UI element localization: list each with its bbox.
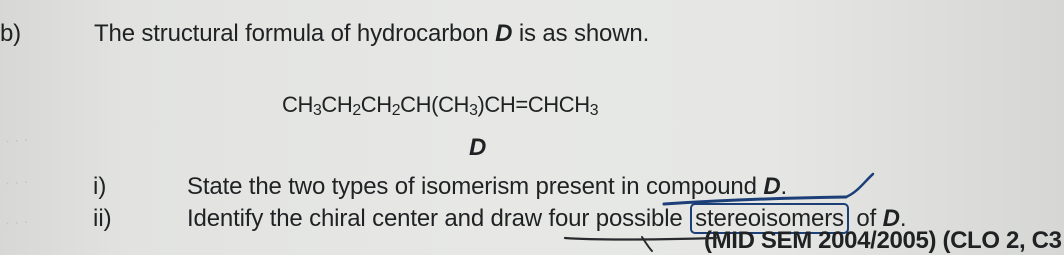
question-intro <box>94 20 649 48</box>
pen-underline-reference <box>565 238 716 240</box>
structural-formula <box>282 92 598 118</box>
formula-segment-1: CH <box>282 92 313 117</box>
formula-segment-4: CH(CH <box>400 92 470 117</box>
bleed-through-text-2: · · · <box>4 173 29 192</box>
formula-segment-2: CH <box>321 92 353 117</box>
formula-subscript-4: 3 <box>469 101 478 119</box>
item-1-after: . <box>780 173 788 200</box>
item-2-before: Identify the chiral center and draw four possible <box>187 205 690 232</box>
formula-compound-label: D <box>469 134 487 161</box>
formula-subscript-3: 2 <box>391 101 401 119</box>
formula-subscript-5: 3 <box>589 101 599 119</box>
formula-segment-5: )CH=CHCH <box>477 92 590 117</box>
pen-line-to-box <box>846 174 873 197</box>
question-intro-before: The structural formula of hydrocarbon <box>94 20 496 47</box>
item-text-1 <box>187 173 787 201</box>
bleed-through-text-3: · · · <box>4 213 29 232</box>
pen-tick-mark <box>642 237 652 251</box>
formula-subscript-1: 3 <box>312 101 322 119</box>
item-2-after: . <box>899 205 907 232</box>
question-intro-after: is as shown. <box>512 20 650 47</box>
part-label: b) <box>0 20 21 47</box>
stereoisomers-boxed-word: stereoisomers <box>690 203 849 234</box>
compound-name: D <box>495 20 513 47</box>
formula-subscript-2: 2 <box>352 101 361 119</box>
item-1-compound: D <box>763 173 781 200</box>
item-number-1: i) <box>93 173 107 200</box>
item-2-of: of <box>849 205 883 232</box>
formula-segment-3: CH <box>360 92 392 117</box>
item-1-before: State the two types of isomerism present in compound <box>187 173 764 200</box>
item-number-2: ii) <box>93 205 112 232</box>
item-2-compound: D <box>882 205 900 232</box>
source-reference: (MID SEM 2004/2005) (CLO 2, C3 <box>704 227 1062 254</box>
bleed-through-text-1: · · · <box>4 131 29 150</box>
